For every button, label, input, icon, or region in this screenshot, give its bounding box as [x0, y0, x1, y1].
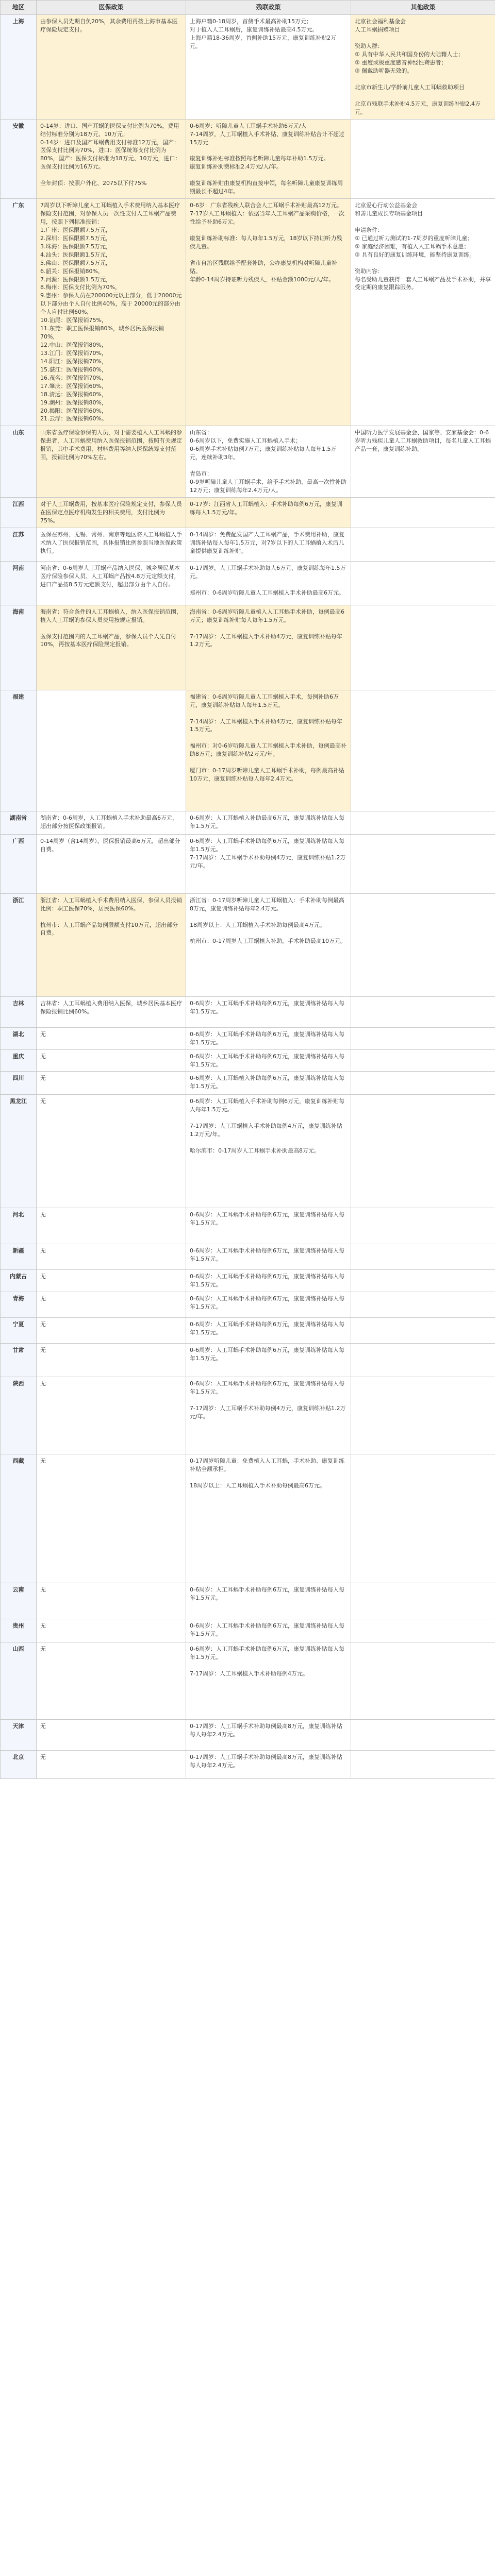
region-cell: 新疆: [1, 1244, 37, 1270]
region-cell: 河南: [1, 561, 37, 605]
medical-policy-cell: 无: [37, 1027, 186, 1049]
table-row: [1, 426, 495, 498]
other-policy-cell: [351, 1619, 495, 1642]
other-policy-cell: [351, 1095, 495, 1208]
table-row: [1, 1208, 495, 1244]
table-row: [1, 1027, 495, 1049]
disability-policy-cell: 0-6周岁：人工耳蜗手术补助每例6万元，康复训练补贴每人每年1.5万元。: [186, 1619, 351, 1642]
medical-policy-cell: 无: [37, 1751, 186, 1779]
table-row: [1, 834, 495, 893]
medical-policy-cell: 无: [37, 1619, 186, 1642]
table-row: [1, 1344, 495, 1377]
medical-policy-cell: 山东省医疗保险参保的人员，对于需要植入人工耳蜗的参保患者，人工耳蜗费用纳入医保报销范围，按照有关规定报销，其中手术费用、材料费用等纳入医保统筹支付范围，报销比例为70%左右。: [37, 426, 186, 498]
region-cell: 宁夏: [1, 1318, 37, 1344]
disability-policy-cell: 0-6周岁：人工耳蜗植入补助每例6万元，康复训练补贴每人每年1.5万元。: [186, 1072, 351, 1095]
other-policy-cell: 中国听力医学发展基金会、国家等、安家基金会：0-6岁听力残疾儿童人工耳蜗救助项目，每名儿童人工耳蜗产品一套，康复训练补助。: [351, 426, 495, 498]
other-policy-cell: [351, 1344, 495, 1377]
table-header-row: [1, 1, 495, 15]
disability-policy-cell: 0-6周岁：人工耳蜗手术补助每例6万元，康复训练补贴每人每年1.5万元。: [186, 1049, 351, 1072]
medical-policy-cell: 无: [37, 1720, 186, 1751]
disability-policy-cell: 0-6岁：广东省残疾人联合会人工耳蜗手术补贴最高12万元。 7-17岁人工耳蜗植入：依据当年人工耳蜗产品采购价格，一次性给予补助6万元。 康复训练补助标准：每人每年1.5万元，18岁以下持证听力残疾儿童。 省市自治区残联给予配套补助，公办康复机构对听障儿童补贴。 年龄0-14周岁持证听力残疾人，补贴金额1000元/人/年。: [186, 199, 351, 426]
table-row: [1, 1095, 495, 1208]
table-row: [1, 497, 495, 528]
region-cell: 青海: [1, 1292, 37, 1318]
table-row: [1, 1720, 495, 1751]
header-region: 地区: [1, 1, 37, 15]
region-cell: 云南: [1, 1583, 37, 1619]
table-row: [1, 1049, 495, 1072]
medical-policy-cell: 无: [37, 1377, 186, 1454]
disability-policy-cell: 0-17周岁：人工耳蜗手术补助每例最高8万元，康复训练补贴每人每年2.4万元。: [186, 1751, 351, 1779]
medical-policy-cell: 无: [37, 1244, 186, 1270]
other-policy-cell: [351, 1244, 495, 1270]
region-cell: 福建: [1, 690, 37, 811]
disability-policy-cell: 0-6周岁：人工耳蜗手术补助每例6万元，康复训练补贴每人每年1.5万元。: [186, 1208, 351, 1244]
disability-policy-cell: 0-6周岁：人工耳蜗手术补助每例6万元，康复训练补贴每人每年1.5万元。: [186, 1244, 351, 1270]
policy-table-body: [1, 15, 495, 1779]
other-policy-cell: [351, 528, 495, 561]
region-cell: 北京: [1, 1751, 37, 1779]
disability-policy-cell: 0-17周岁：人工耳蜗手术补助每例最高8万元，康复训练补贴每人每年2.4万元。: [186, 1720, 351, 1751]
other-policy-cell: [351, 1720, 495, 1751]
other-policy-cell: [351, 1642, 495, 1720]
table-row: [1, 1244, 495, 1270]
other-policy-cell: [351, 561, 495, 605]
other-policy-cell: [351, 834, 495, 893]
table-row: [1, 893, 495, 996]
medical-policy-cell: 0-14岁：进口、国产耳蜗的医保支付比例为70%，费用结付标准分别为18万元、10万元； 0-14岁：进口及国产耳蜗费用支付标准12万元，国产：医保支付比例为70%，进口：医保统筹支付比例为80%，国产：医保支付标准为18万元、10万元，进口：医保支付比例为16万元。 全年封顶：按照户外化、2075以下付75%: [37, 119, 186, 198]
region-cell: 河北: [1, 1208, 37, 1244]
other-policy-cell: [351, 996, 495, 1027]
other-policy-cell: [351, 1072, 495, 1095]
region-cell: 黑龙江: [1, 1095, 37, 1208]
region-cell: 内蒙古: [1, 1270, 37, 1292]
disability-policy-cell: 0-6周岁：人工耳蜗手术补助每例6万元，康复训练补贴每人每年1.5万元。 7-17周岁：人工耳蜗手术补助每例4万元，康复训练补贴1.2万元/年。: [186, 1377, 351, 1454]
table-row: [1, 1292, 495, 1318]
region-cell: 安徽: [1, 119, 37, 198]
region-cell: 天津: [1, 1720, 37, 1751]
region-cell: 山东: [1, 426, 37, 498]
table-row: [1, 1751, 495, 1779]
table-row: [1, 1583, 495, 1619]
disability-policy-cell: 0-6周岁：人工耳蜗手术补助每例6万元，康复训练补贴每人每年1.5万元。: [186, 1318, 351, 1344]
table-row: [1, 561, 495, 605]
table-row: [1, 119, 495, 198]
header-medical: 医保政策: [37, 1, 186, 15]
other-policy-cell: [351, 1270, 495, 1292]
medical-policy-cell: 无: [37, 1208, 186, 1244]
medical-policy-cell: 由参保人员先期自负20%，其余费用再按上海市基本医疗保险规定支付。: [37, 15, 186, 119]
other-policy-cell: [351, 1583, 495, 1619]
region-cell: 浙江: [1, 893, 37, 996]
medical-policy-cell: 浙江省：人工耳蜗植入手术费用纳入医保，参保人员报销比例：职工医保70%，居民医保60%。 杭州市：人工耳蜗产品每例限额支付10万元，超出部分自费。: [37, 893, 186, 996]
other-policy-cell: [351, 690, 495, 811]
region-cell: 四川: [1, 1072, 37, 1095]
other-policy-cell: [351, 497, 495, 528]
medical-policy-cell: 无: [37, 1642, 186, 1720]
other-policy-cell: [351, 893, 495, 996]
header-other: 其他政策: [351, 1, 495, 15]
medical-policy-cell: 医保在苏州、无锡、常州、南京等地区将人工耳蜗植入手术纳入了医保报销范围，具体报销比例参照当地医保政策执行。: [37, 528, 186, 561]
medical-policy-cell: 湖南省：0-6周岁，人工耳蜗植入手术补助最高6万元，超出部分按医保政策报销。: [37, 811, 186, 834]
disability-policy-cell: 0-17岁：江西省人工耳蜗植入：手术补助每例6万元，康复训练每人1.5万元/年。: [186, 497, 351, 528]
table-row: [1, 1619, 495, 1642]
other-policy-cell: [351, 1208, 495, 1244]
other-policy-cell: [351, 1027, 495, 1049]
other-policy-cell: 北京社会福利基金会 人工耳蜗捐赠项目 资助人群： ① 具有中华人民共和国身份的大陆籍人士； ② 重度或极重度感音神经性聋患者； ③ 佩戴助听器无效的。 北京市新生儿/学龄前儿童人工耳蜗救助项目 北京市残联手术补贴4.5万元，康复训练补贴2.4万元。: [351, 15, 495, 119]
table-row: [1, 996, 495, 1027]
medical-policy-cell: 对于人工耳蜗费用，按基本医疗保险规定支付，参保人员在医保定点医疗机构发生的相关费用，支付比例为75%。: [37, 497, 186, 528]
table-row: [1, 605, 495, 690]
other-policy-cell: [351, 1292, 495, 1318]
table-row: [1, 199, 495, 426]
disability-policy-cell: 0-6周岁：人工耳蜗手术补助每例6万元，康复训练补贴每人每年1.5万元。: [186, 1583, 351, 1619]
disability-policy-cell: 0-17周岁听障儿童：免费植入人工耳蜗，手术补助、康复训练补贴全额承担。 18周岁以上：人工耳蜗植入手术补助每例最高6万元。: [186, 1454, 351, 1583]
medical-policy-cell: [37, 690, 186, 811]
medical-policy-cell: 无: [37, 1292, 186, 1318]
region-cell: 山西: [1, 1642, 37, 1720]
other-policy-cell: [351, 1454, 495, 1583]
table-row: [1, 1642, 495, 1720]
disability-policy-cell: 0-17周岁，人工耳蜗手术补助每人6万元，康复训练每年1.5万元。 郑州市：0-6周岁听障儿童人工耳蜗植入手术补助最高6万元。: [186, 561, 351, 605]
other-policy-cell: [351, 1751, 495, 1779]
medical-policy-cell: 无: [37, 1049, 186, 1072]
medical-policy-cell: 无: [37, 1072, 186, 1095]
medical-policy-cell: 海南省：符合条件的人工耳蜗植入，纳入医保报销范围，植入人工耳蜗的参保人员费用按规定报销。 医保支付范围内的人工耳蜗产品，参保人员个人先自付10%，再按基本医疗保险规定报销。: [37, 605, 186, 690]
region-cell: 湖南省: [1, 811, 37, 834]
disability-policy-cell: 0-6周岁：人工耳蜗手术补助每例6万元，康复训练补贴每人每年1.5万元。: [186, 1027, 351, 1049]
region-cell: 湖北: [1, 1027, 37, 1049]
disability-policy-cell: 0-14周岁：免费配发国产人工耳蜗产品，手术费用补助，康复训练补贴每人每年1.5万元，对7岁以下的人工耳蜗植入术后儿童提供康复训练补贴。: [186, 528, 351, 561]
other-policy-cell: [351, 119, 495, 198]
region-cell: 广西: [1, 834, 37, 893]
region-cell: 陕西: [1, 1377, 37, 1454]
other-policy-cell: [351, 811, 495, 834]
disability-policy-cell: 0-6周岁：人工耳蜗植入补助最高6万元，康复训练补贴每人每年1.5万元。: [186, 811, 351, 834]
disability-policy-cell: 上海户籍0-18周岁，首侧手术最高补助15万元； 对于植入人工耳蜗后，康复训练补贴最高4.5万元。 上海户籍18-36周岁，首侧补助15万元，康复训练补贴2万元。: [186, 15, 351, 119]
medical-policy-cell: 无: [37, 1344, 186, 1377]
medical-policy-cell: 无: [37, 1095, 186, 1208]
region-cell: 海南: [1, 605, 37, 690]
table-row: [1, 15, 495, 119]
disability-policy-cell: 0-6周岁：人工耳蜗手术补助每例6万元，康复训练补贴每人每年1.5万元。 7-17周岁：人工耳蜗手术补助每例4万元，康复训练补贴1.2万元/年。: [186, 834, 351, 893]
region-cell: 甘肃: [1, 1344, 37, 1377]
medical-policy-cell: 无: [37, 1318, 186, 1344]
header-special: 残联政策: [186, 1, 351, 15]
medical-policy-cell: 无: [37, 1583, 186, 1619]
table-row: [1, 1454, 495, 1583]
region-cell: 上海: [1, 15, 37, 119]
region-cell: 吉林: [1, 996, 37, 1027]
disability-policy-cell: 山东省： 0-6周岁以下，免费实施人工耳蜗植入手术； 0-6周岁手术补贴每例7万元；康复训练补贴每人每年1.5万元，连续补助3年。 青岛市： 0-9岁听障儿童人工耳蜗手术，给予手术补助，最高一次性补助12万元；康复训练每年2.4万元/人。: [186, 426, 351, 498]
medical-policy-cell: 吉林省：人工耳蜗植入费用纳入医保，城乡居民基本医疗保险报销比例60%。: [37, 996, 186, 1027]
region-cell: 江西: [1, 497, 37, 528]
disability-policy-cell: 0-6周岁：人工耳蜗手术补助每例6万元，康复训练补贴每人每年1.5万元。: [186, 1292, 351, 1318]
disability-policy-cell: 福建省：0-6周岁听障儿童人工耳蜗植入手术，每例补助6万元，康复训练补贴每人每年1.5万元。 7-14周岁：人工耳蜗植入手术补助4万元，康复训练补贴每年1.5万元。 福州市：对0-6岁听障儿童人工耳蜗植入手术补助，每例最高补助8万元；康复训练补贴2万元/年。 厦门市：0-17周岁听障儿童人工耳蜗手术补助，每例最高补贴10万元，康复训练补贴每人每年2.4万元。: [186, 690, 351, 811]
disability-policy-cell: 0-6周岁：人工耳蜗手术补助每例6万元，康复训练补贴每人每年1.5万元。: [186, 1344, 351, 1377]
disability-policy-cell: 0-6周岁：听障儿童人工耳蜗手术补助6万元/人 7-14周岁，人工耳蜗植入手术补贴、康复训练补贴合计不超过15万元 康复训练补贴标准按照每名听障儿童每年补助1.5万元。 康复训练补助费标准2.4万元/人/年。 康复训练补贴由康复机构直接申领，每名听障儿童康复训练周期最长不超过4年。: [186, 119, 351, 198]
disability-policy-cell: 0-6周岁：人工耳蜗手术补助每例6万元，康复训练补贴每人每年1.5万元。: [186, 1270, 351, 1292]
other-policy-cell: 北京爱心行动公益基金会 和善儿童成长专项基金项目 申请条件： ① 已通过听力测试的1-7周岁的重度听障儿童； ② 家庭经济困难，有植入人工耳蜗手术意愿； ③ 具有良好的康复训练环境，能坚持康复训练。 资助内容： 每名受助儿童获得一套人工耳蜗产品及手术补助，并享受定期的康复跟踪服务。: [351, 199, 495, 426]
region-cell: 江苏: [1, 528, 37, 561]
medical-policy-cell: 7周岁以下听障儿童人工耳蜗植入手术费用纳入基本医疗保险支付范围，对参保人员一次性支付人工耳蜗产品费用，按照下列标准报销： 1.广州：医保限额7.5万元， 2.深圳：医保限额7.5万元， 3.珠海：医保限额7.5万元， 4.汕头：医保限额1.5万元， 5.佛山：医保限额7.5万元， 6.韶关：医保报销80%， 7.河源：医保限额1.5万元， 8.梅州：医保支付比例为70%， 9.惠州：参保人员在200000元以上部分，低于20000元以下部分由个人自付比例40%，高于 20000元的部分由个人自付比例60%， 10.汕尾：医保报销75%， 11.东莞：职工医保报销80%，城乡居民医保报销70%， 12.中山：医保报销80%， 13.江门：医保报销70%， 14.阳江：医保报销70%， 15.湛江：医保报销60%， 16.茂名：医保报销70%， 17.肇庆：医保报销60%， 18.清远：医保报销60%， 19.潮州：医保报销80%， 20.揭阳：医保报销60%， 21.云浮：医保报销60%。: [37, 199, 186, 426]
region-cell: 广东: [1, 199, 37, 426]
other-policy-cell: [351, 1049, 495, 1072]
medical-policy-cell: 无: [37, 1454, 186, 1583]
region-cell: 西藏: [1, 1454, 37, 1583]
region-cell: 重庆: [1, 1049, 37, 1072]
other-policy-cell: [351, 1377, 495, 1454]
disability-policy-cell: 0-6周岁：人工耳蜗手术补助每例6万元，康复训练补贴每人每年1.5万元。: [186, 996, 351, 1027]
region-cell: 贵州: [1, 1619, 37, 1642]
table-row: [1, 811, 495, 834]
medical-policy-cell: 无: [37, 1270, 186, 1292]
other-policy-cell: [351, 1318, 495, 1344]
medical-policy-cell: 0-14周岁（含14周岁），医保报销最高6万元，超出部分自费。: [37, 834, 186, 893]
table-row: [1, 1270, 495, 1292]
table-row: [1, 1072, 495, 1095]
table-row: [1, 1377, 495, 1454]
medical-policy-cell: 河南省：0-6周岁人工耳蜗产品纳入医保，城乡居民基本医疗保险参保人员、人工耳蜗产品按4.8万元定额支付，进口产品按8.5万元定额支付，超出部分由个人自付。: [37, 561, 186, 605]
other-policy-cell: [351, 605, 495, 690]
table-row: [1, 1318, 495, 1344]
disability-policy-cell: 海南省：0-6周岁听障儿童植入人工耳蜗手术补助，每例最高6万元；康复训练补贴每人每年1.5万元。 7-17周岁：人工耳蜗植入手术补助4万元，康复训练补贴每年1.2万元。: [186, 605, 351, 690]
disability-policy-cell: 0-6周岁：人工耳蜗手术补助每例6万元，康复训练补贴每人每年1.5万元。 7-17周岁：人工耳蜗植入手术补助每例4万元。: [186, 1642, 351, 1720]
disability-policy-cell: 浙江省：0-17周岁听障儿童人工耳蜗植入：手术补助每例最高8万元，康复训练补贴每年2.4万元。 18周岁以上：人工耳蜗植入手术补助每例最高4万元。 杭州市：0-17周岁人工耳蜗植入补助，手术补助最高10万元。: [186, 893, 351, 996]
disability-policy-cell: 0-6周岁：人工耳蜗植入手术补助每例6万元，康复训练补贴每人每年1.5万元。 7-17周岁：人工耳蜗植入手术补助每例4万元，康复训练补贴1.2万元/年。 哈尔滨市：0-17周岁人工耳蜗手术补助最高8万元。: [186, 1095, 351, 1208]
table-row: [1, 528, 495, 561]
table-row: [1, 690, 495, 811]
